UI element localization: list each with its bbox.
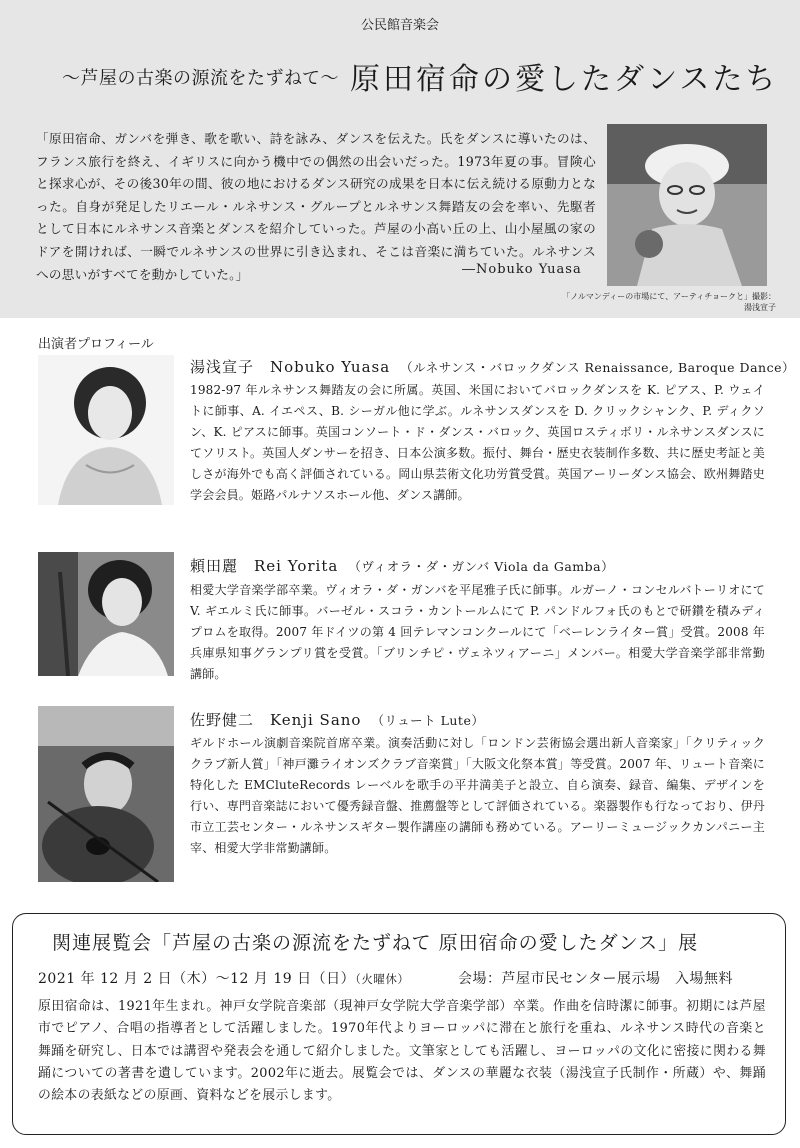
performer-bio-yuasa: 1982-97 年ルネサンス舞踏友の会に所属。英国、米国においてバロックダンスを K. ピアス、P. ウェイトに師事、A. イエペス、B. シーガル他に学ぶ。ルネサンスダンスを D. クリックシャンク、P. ディクソン、K. ピアスに師事。英国コンソート・ド・ダンス・バロック、英国ロスティボリ・ルネサンスダンスにてソリスト。英国人ダンサーを招き、日本公演多数。振付、舞台・歴史衣装制作多数、共に歴史考証と美しさが海外でも高く評価されている。岡山県芸術文化功労賞受賞。英国アーリーダンス協会、欧州舞踏史学会会員。姫路パルナソスホール他、ダンス講師。 xyxy=(190,383,765,502)
exhibition-title: 関連展覧会「芦屋の古楽の源流をたずねて 原田宿命の愛したダンス」展 xyxy=(52,932,699,954)
exhibition-dates xyxy=(38,968,409,988)
performer-name-text: 湯浅宣子 Nobuko Yuasa xyxy=(190,358,391,376)
exhibition-description: 原田宿命は、1921年生まれ。神戸女学院音楽部（現神戸女学院大学音楽学部）卒業。作曲を信時潔に師事。初期には芦屋市でピアノ、合唱の指導者として活躍しました。1970年代よりヨーロッパに滞在と旅行を重ね、ルネサンス時代の音楽と舞踊を研究し、日本では講習や発表会を通して紹介しました。文筆家としても活躍し、ヨーロッパの文化に密接に関わる舞踊についての著書を遺しています。2002年に逝去。展覧会では、ダンスの華麗な衣装（湯浅宣子氏制作・所蔵）や、舞踊の絵本の表紙などの原画、資料などを展示します。 xyxy=(38,999,766,1104)
performer-role: （リュート Lute） xyxy=(371,713,485,728)
sano-photo xyxy=(38,706,174,882)
performer-bio-yorita: 相愛大学音楽学部卒業。ヴィオラ・ダ・ガンバを平尾雅子氏に師事。ルガーノ・コンセルバトーリオにて V. ギエルミ氏に師事。バーゼル・スコラ・カントールムにて P. パンドルフォ氏のもとで研鑽を積みディプロムを取得。2007 年ドイツの第 4 回テレマンコンクールにて「ベーレンライター賞」受賞。2008 年兵庫県知事グランプリ賞を受賞。「ブリンチピ・ヴェネツィアーニ」メンバー。相愛大学音楽学部非常勤講師。 xyxy=(190,583,765,681)
performer-name-yuasa xyxy=(190,356,795,377)
performer-name-text: 頼田麗 Rei Yorita xyxy=(190,557,339,575)
performer-bio-sano: ギルドホール演劇音楽院首席卒業。演奏活動に対し「ロンドン芸術協会選出新人音楽家」「クリティッククラブ新人賞」「神戸灘ライオンズクラブ音楽賞」「大阪文化祭本賞」等受賞。2007 年、リュート音楽に特化した EMCluteRecords レーベルを歌手の平井満美子と設立、自ら演奏、録音、編集、デザインを行い、専門音楽誌において優秀録音盤、推薦盤等として評価されている。楽器製作も行なっており、伊丹市立工芸センター・ルネサンスギター製作講座の講師も務めている。アーリーミュージックカンパニー主宰、相愛大学非常勤講師。 xyxy=(190,736,765,855)
concert-title: 原田宿命の愛したダンスたち xyxy=(350,62,779,97)
yuasa-photo xyxy=(38,355,174,505)
performer-name-sano xyxy=(190,709,484,730)
concert-subtitle: ～芦屋の古楽の源流をたずねて～ xyxy=(62,68,340,89)
photo-caption: 「ノルマンディーの市場にて、アーティチョークと」撮影：湯浅宣子 xyxy=(562,292,776,312)
profiles-heading: 出演者プロフィール xyxy=(38,337,154,352)
exhibition-closed-day: （火曜休） xyxy=(355,972,410,986)
yorita-photo xyxy=(38,552,174,676)
exhibition-date-range: 2021 年 12 月 2 日（木）～12 月 19 日（日） xyxy=(38,971,356,987)
series-label: 公民館音楽会 xyxy=(360,18,439,33)
exhibition-venue: 会場：芦屋市民センター展示場 入場無料 xyxy=(458,971,733,987)
performer-role: （ヴィオラ・ダ・ガンバ Viola da Gamba） xyxy=(348,559,615,574)
performer-name-yorita xyxy=(190,555,614,576)
performer-role: （ルネサンス・バロックダンス Renaissance, Baroque Dance） xyxy=(400,360,795,375)
harada-photo xyxy=(607,124,767,286)
intro-signature: ―Nobuko Yuasa xyxy=(462,262,582,277)
performer-name-text: 佐野健二 Kenji Sano xyxy=(190,711,362,729)
intro-quote: 「原田宿命、ガンバを弾き、歌を歌い、詩を詠み、ダンスを伝えた。氏をダンスに導いたのは、フランス旅行を終え、イギリスに向かう機中での偶然の出会いだった。1973年夏の事。冒険心と探求心が、その後30年の間、彼の地におけるダンス研究の成果を日本に伝え続ける原動力となった。自身が発足したリエール・ルネサンス・グループとルネサンス舞踏友の会を率い、先駆者として日本にルネサンス音楽とダンスを紹介していった。芦屋の小高い丘の上、山小屋風の家のドアを開ければ、一瞬でルネサンスの世界に引き込まれ、そこは音楽に満ちていた。ルネサンスへの思いがすべてを動かしていた。」 xyxy=(36,131,596,282)
